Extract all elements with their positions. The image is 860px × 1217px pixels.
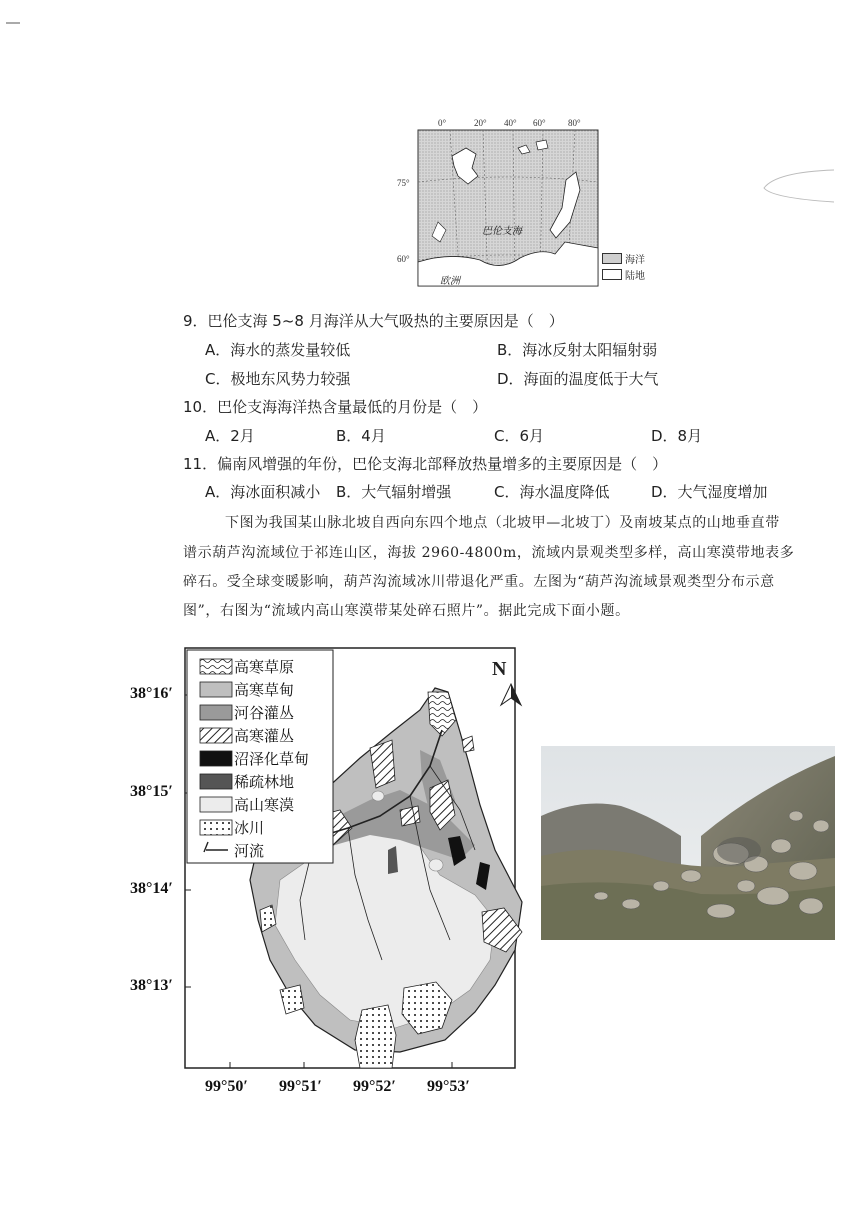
question-10-stem: 10．巴伦支海海洋热含量最低的月份是（ ） — [183, 398, 488, 416]
intro-line-3: 碎石。受全球变暖影响，葫芦沟流域冰川带退化严重。左图为“葫芦沟流域景观类型分布示意 — [183, 574, 775, 590]
q11-option-b: B．大气辐射增强 — [336, 483, 452, 501]
legend-swatch-forest — [200, 774, 232, 789]
lon-tick: 0° — [438, 118, 447, 128]
lon-tick: 20° — [474, 118, 487, 128]
legend-swatch-meadow — [200, 682, 232, 697]
question-11-stem: 11．偏南风增强的年份，巴伦支海北部释放热量增多的主要原因是（ ） — [183, 455, 668, 473]
land-swatch — [602, 269, 622, 280]
lon-tick: 99°52′ — [353, 1078, 396, 1095]
lon-tick: 99°51′ — [279, 1078, 322, 1095]
barents-sea-map — [380, 112, 670, 297]
legend-swatch-alpine-shrub — [200, 728, 232, 743]
lon-tick: 80° — [568, 118, 581, 128]
lon-tick: 60° — [533, 118, 546, 128]
watershed-map — [130, 640, 530, 1100]
q9-option-b: B．海冰反射太阳辐射弱 — [497, 341, 658, 359]
q9-option-a: A．海水的蒸发量较低 — [205, 341, 351, 359]
q9-option-c: C．极地东风势力较强 — [205, 370, 351, 388]
legend-label: 河谷灌丛 — [234, 704, 295, 722]
scan-mark — [6, 22, 20, 24]
q10-option-d: D．8月 — [651, 427, 703, 445]
lat-tick: 38°14′ — [130, 880, 173, 897]
lat-tick: 38°13′ — [130, 977, 173, 994]
gravel-photo — [541, 746, 835, 940]
legend-label: 稀疏林地 — [234, 773, 295, 791]
lon-tick: 99°53′ — [427, 1078, 470, 1095]
legend-label: 陆地 — [625, 270, 645, 282]
legend-swatch-swamp — [200, 751, 232, 766]
lat-tick: 38°15′ — [130, 783, 173, 800]
legend-land — [602, 266, 645, 282]
q10-option-c: C．6月 — [494, 427, 545, 445]
legend-swatch-steppe — [200, 659, 232, 674]
north-label: N — [492, 658, 507, 680]
legend-label: 高山寒漠 — [234, 796, 295, 814]
glacier-patch — [355, 1005, 396, 1068]
ocean-swatch — [602, 253, 622, 264]
legend-label: 高寒草原 — [234, 658, 295, 676]
legend-swatch-desert — [200, 797, 232, 812]
lat-tick: 60° — [397, 254, 410, 264]
legend-swatch-glacier — [200, 820, 232, 835]
legend-label: 海洋 — [625, 254, 645, 266]
q10-option-a: A．2月 — [205, 427, 255, 445]
q11-option-c: C．海水温度降低 — [494, 483, 610, 501]
gravel-photo-svg — [541, 746, 835, 940]
q9-option-d: D．海面的温度低于大气 — [497, 370, 659, 388]
intro-line-4: 图”，右图为“流域内高山寒漠带某处碎石照片”。据此完成下面小题。 — [183, 603, 630, 619]
q11-option-a: A．海冰面积减小 — [205, 483, 321, 501]
legend-label: 冰川 — [234, 819, 265, 837]
legend-ocean — [602, 250, 645, 266]
lat-tick: 75° — [397, 178, 410, 188]
legend-label: 高寒草甸 — [234, 681, 295, 699]
lat-tick: 38°16′ — [130, 685, 173, 702]
legend-label: 高寒灌丛 — [234, 727, 295, 745]
europe-label: 欧洲 — [440, 276, 460, 287]
watershed-map-svg — [130, 640, 530, 1100]
lon-tick: 40° — [504, 118, 517, 128]
legend-swatch-valley-shrub — [200, 705, 232, 720]
q10-option-b: B．4月 — [336, 427, 386, 445]
q11-option-d: D．大气湿度增加 — [651, 483, 768, 501]
sea-label: 巴伦支海 — [482, 226, 522, 237]
scan-arc — [756, 160, 836, 210]
intro-line-2: 谱示葫芦沟流域位于祁连山区，海拔 2960-4800m，流域内景观类型多样，高山寒漠带地表多 — [183, 545, 795, 561]
intro-line-1: 下图为我国某山脉北坡自西向东四个地点（北坡甲—北坡丁）及南坡某点的山地垂直带 — [225, 515, 780, 531]
legend-label: 沼泽化草甸 — [234, 750, 310, 768]
legend-label: 河流 — [234, 842, 265, 860]
question-9-stem: 9．巴伦支海 5~8 月海洋从大气吸热的主要原因是（ ） — [183, 312, 564, 330]
lon-tick: 99°50′ — [205, 1078, 248, 1095]
barents-legend — [602, 250, 645, 282]
alpine-shrub-patch — [400, 806, 420, 826]
